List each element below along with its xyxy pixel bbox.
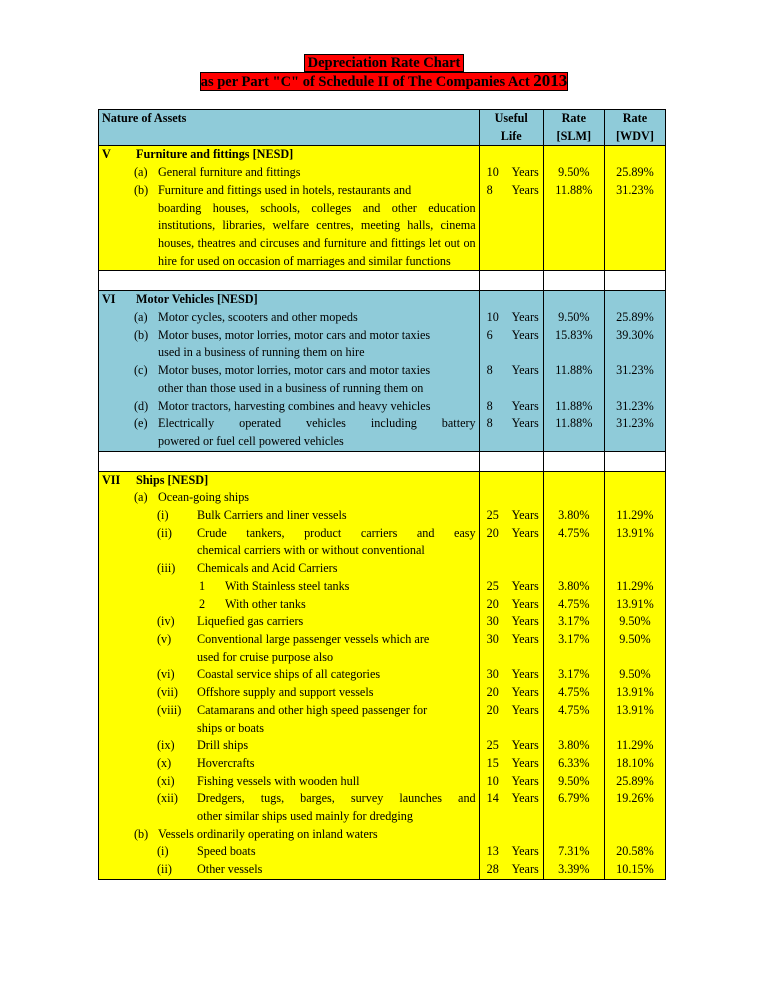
section-vi-wdv: 25.89% 39.30% 31.23% 31.23% 31.23% <box>604 291 665 451</box>
section-heading: VII Ships [NESD] <box>102 472 209 487</box>
section-vi-life: 10 Years 6 Years 8 Years 8 Years 8 Years <box>479 291 543 451</box>
section-heading: VI Motor Vehicles [NESD] <box>102 292 258 307</box>
list-item: (a) General furniture and fittings <box>134 165 301 180</box>
header-nature: Nature of Assets <box>99 110 480 146</box>
list-item: (b) Furniture and fittings used in hotels, restaurants and <box>134 182 412 197</box>
header-wdv: Rate [WDV] <box>604 110 665 146</box>
list-item: (c) Motor buses, motor lorries, motor cars and motor taxies <box>134 363 431 378</box>
list-item: (a) Ocean-going ships <box>134 490 250 505</box>
list-item: (e) Electrically operated vehicles including battery <box>134 416 476 431</box>
chart-title-year: 2013 <box>533 71 568 90</box>
list-item: (ix) Drill ships <box>157 738 249 753</box>
section-v <box>99 146 666 271</box>
chart-title-line1: Depreciation Rate Chart <box>304 54 465 72</box>
section-v-nature <box>99 146 480 271</box>
header-slm: Rate [SLM] <box>543 110 604 146</box>
list-item-continuation: used in a business of running them on hire <box>158 345 365 360</box>
list-item: (iv) Liquefied gas carriers <box>157 614 304 629</box>
list-item: (x) Hovercrafts <box>157 755 255 770</box>
list-item: (viii) Catamarans and other high speed passenger for <box>157 702 428 717</box>
list-item: (b) Motor buses, motor lorries, motor cars and motor taxies <box>134 327 431 342</box>
spacer-row <box>99 451 666 471</box>
list-item-continuation: other similar ships used mainly for dredging <box>197 809 413 824</box>
list-item: 1 With Stainless steel tanks <box>199 578 350 593</box>
section-vii-slm: 3.80% 4.75% 3.80% 4.75% 3.17% 3.17% 3.17% 4.75% 4.75% 3.80% 6.33% 9.50% 6.79% 7.31% 3.39% <box>543 471 604 879</box>
depreciation-table <box>98 109 666 880</box>
section-vi-slm: 9.50% 15.83% 11.88% 11.88% 11.88% <box>543 291 604 451</box>
list-item-continuation: ships or boats <box>197 720 265 735</box>
list-item: (i) Bulk Carriers and liner vessels <box>157 508 347 523</box>
list-item: (b) Vessels ordinarily operating on inland waters <box>134 826 378 841</box>
list-item: (vii) Offshore supply and support vessels <box>157 685 374 700</box>
list-item: (xi) Fishing vessels with wooden hull <box>157 773 360 788</box>
list-item: (d) Motor tractors, harvesting combines and heavy vehicles <box>134 398 431 413</box>
section-vi <box>99 291 666 451</box>
section-heading: V Furniture and fittings [NESD] <box>102 147 294 162</box>
header-life: Useful Life <box>479 110 543 146</box>
list-item: (i) Speed boats <box>157 844 256 859</box>
list-item-continuation: boarding houses, schools, colleges and other education institutions, libraries, welfare centres, meeting halls, cinema houses, theatres and circuses and furniture and fittings let out on hire for used on occasion of marriages and similar functions <box>158 200 476 268</box>
section-v-slm: 9.50% 11.88% <box>543 146 604 271</box>
list-item: (ii) Other vessels <box>157 862 263 877</box>
section-vii-life: 25 Years 20 Years 25 Years 20 Years 30 Years 30 Years 30 Years 20 Years 20 Years 25 Years 15 Years 10 Years 14 Years 13 Years 28 Years <box>479 471 543 879</box>
section-vii <box>99 471 666 879</box>
section-vii-wdv: 11.29% 13.91% 11.29% 13.91% 9.50% 9.50% 9.50% 13.91% 13.91% 11.29% 18.10% 25.89% 19.26% 20.58% 10.15% <box>604 471 665 879</box>
list-item: (xii) Dredgers, tugs, barges, survey launches and <box>157 791 476 806</box>
list-item-continuation: chemical carriers with or without conventional <box>197 543 425 558</box>
list-item: (a) Motor cycles, scooters and other mopeds <box>134 310 358 325</box>
chart-title-line2: as per Part "C" of Schedule II of The Companies Act <box>200 74 530 90</box>
list-item: (v) Conventional large passenger vessels which are <box>157 631 430 646</box>
table-header-row <box>99 110 666 146</box>
list-item-continuation: powered or fuel cell powered vehicles <box>158 433 344 448</box>
section-v-life: 10 Years 8 Years <box>479 146 543 271</box>
spacer-row <box>99 271 666 291</box>
list-item: (iii) Chemicals and Acid Carriers <box>157 561 338 576</box>
list-item-continuation: other than those used in a business of running them on <box>158 380 424 395</box>
chart-title <box>0 54 768 72</box>
section-vii-nature <box>99 471 480 879</box>
section-v-wdv: 25.89% 31.23% <box>604 146 665 271</box>
list-item: (vi) Coastal service ships of all categories <box>157 667 381 682</box>
list-item: 2 With other tanks <box>199 596 306 611</box>
chart-subtitle <box>0 72 768 91</box>
list-item-continuation: used for cruise purpose also <box>197 649 334 664</box>
section-vi-nature <box>99 291 480 451</box>
list-item: (ii) Crude tankers, product carriers and easy <box>157 525 476 540</box>
